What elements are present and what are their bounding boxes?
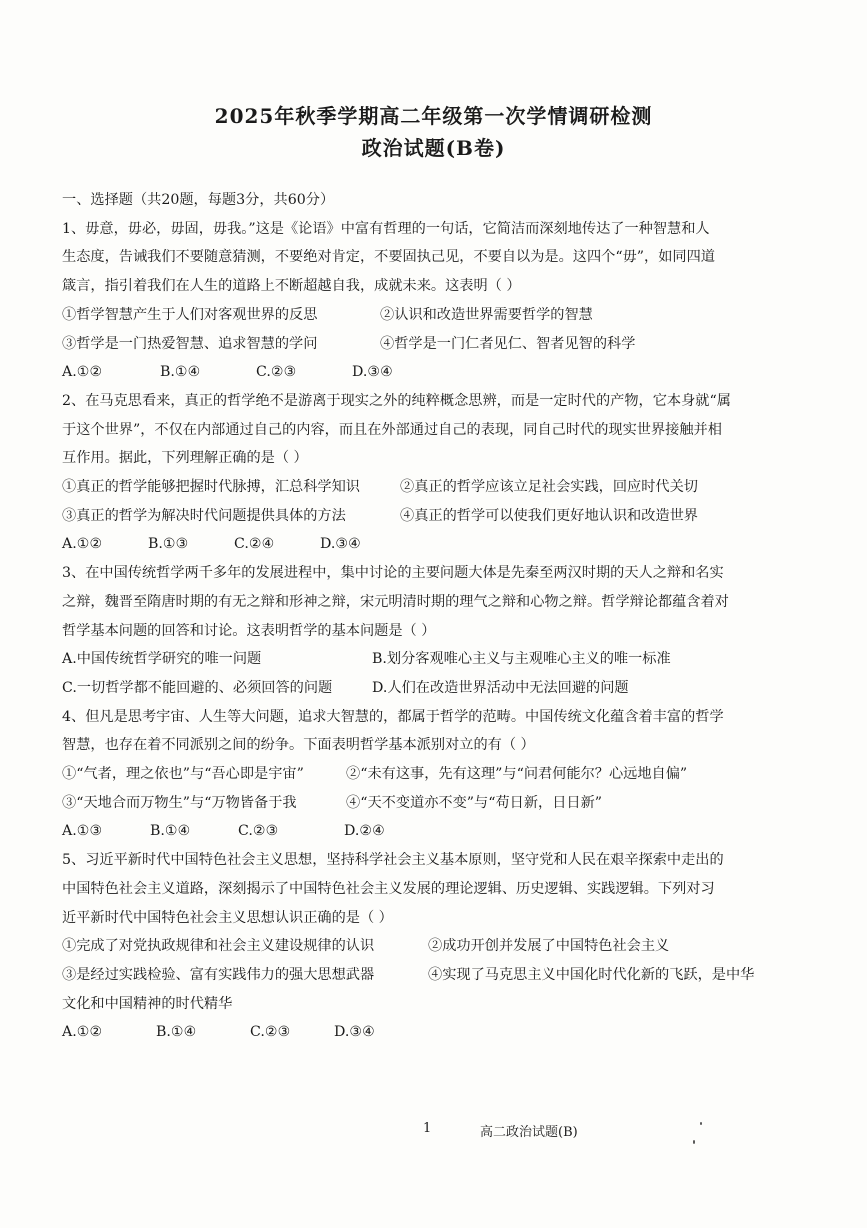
- question-4: [62, 703, 802, 847]
- footer-paper-name: 高二政治试题(B): [480, 1125, 578, 1140]
- question-stem-line: 智慧，也存在着不同派别之间的纷争。下面表明哲学基本派别对立的有（ ）: [62, 737, 535, 754]
- question-stem-line: 5、习近平新时代中国特色社会主义思想，坚持科学社会主义基本原则，坚守党和人民在艰辛探索中走出的: [62, 852, 724, 869]
- choice-b: B.①④: [160, 364, 201, 381]
- option-row: [62, 932, 802, 961]
- option-row: [62, 502, 802, 531]
- choices-row: [62, 530, 802, 559]
- question-2: [62, 387, 802, 559]
- choice-d: D.人们在改造世界活动中无法回避的问题: [372, 679, 629, 696]
- choice-c: C.②④: [234, 536, 275, 553]
- choice-a: A.①③: [62, 823, 103, 840]
- exam-title: 2025年秋季学期高二年级第一次学情调研检测: [214, 104, 653, 128]
- option-statement: ①哲学智慧产生于人们对客观世界的反思: [62, 306, 318, 323]
- question-stem-line: 2、在马克思看来，真正的哲学绝不是游离于现实之外的纯粹概念思辨，而是一定时代的产物，它本身就“属: [62, 392, 731, 409]
- choice-d: D.③④: [352, 364, 393, 381]
- choice-b: B.①③: [148, 536, 189, 553]
- option-row: [62, 760, 802, 789]
- option-continuation: 文化和中国精神的时代精华: [62, 995, 233, 1012]
- page-number: 1: [423, 1121, 432, 1136]
- choice-d: D.③④: [334, 1024, 375, 1041]
- option-statement: ②“未有这事，先有这理”与“问君何能尔？心远地自偏”: [346, 766, 688, 783]
- choices-row: [62, 817, 802, 846]
- choices-row: [62, 645, 802, 674]
- question-stem-line: 之辩，魏晋至隋唐时期的有无之辩和形神之辩，宋元明清时期的理气之辩和心物之辩。哲学辩论都蕴含着对: [62, 593, 729, 610]
- exam-content: [62, 186, 802, 1047]
- scan-speck: [700, 1122, 702, 1125]
- section-heading: 一、选择题（共20题，每题3分，共60分）: [62, 192, 335, 208]
- option-statement: ②真正的哲学应该立足社会实践，回应时代关切: [400, 479, 698, 496]
- choice-b: B.划分客观唯心主义与主观唯心主义的唯一标准: [372, 651, 671, 668]
- choice-c: C.一切哲学都不能回避的、必须回答的问题: [62, 679, 333, 696]
- option-statement: ④真正的哲学可以使我们更好地认识和改造世界: [400, 507, 698, 524]
- question-stem-line: 互作用。据此，下列理解正确的是（ ）: [62, 450, 308, 467]
- question-stem-line: 哲学基本问题的回答和讨论。这表明哲学的基本问题是（ ）: [62, 622, 436, 639]
- option-statement: ②成功开创并发展了中国特色社会主义: [428, 938, 670, 955]
- question-stem-line: 箴言，指引着我们在人生的道路上不断超越自我，成就未来。这表明（ ）: [62, 278, 521, 295]
- choice-c: C.②③: [250, 1024, 291, 1041]
- question-stem-line: 生态度，告诫我们不要随意猜测，不要绝对肯定，不要固执己见，不要自以为是。这四个“毋”，如同四道: [62, 249, 715, 266]
- option-statement: ①完成了对党执政规律和社会主义建设规律的认识: [62, 938, 375, 955]
- option-statement: ④哲学是一门仁者见仁、智者见智的科学: [380, 335, 636, 352]
- option-row: [62, 789, 802, 818]
- choices-row: [62, 358, 802, 387]
- option-statement: ④“天不变道亦不变”与“苟日新，日日新”: [346, 794, 603, 811]
- choice-a: A.①②: [62, 536, 103, 553]
- option-statement: ③“天地合而万物生”与“万物皆备于我: [62, 794, 297, 811]
- question-stem-line: 3、在中国传统哲学两千多年的发展进程中，集中讨论的主要问题大体是先秦至两汉时期的天人之辩和名实: [62, 565, 724, 582]
- question-stem-line: 4、但凡是思考宇宙、人生等大问题，追求大智慧的，都属于哲学的范畴。中国传统文化蕴含着丰富的哲学: [62, 708, 724, 725]
- option-statement: ③哲学是一门热爱智慧、追求智慧的学问: [62, 335, 318, 352]
- choice-d: D.③④: [320, 536, 361, 553]
- choice-c: C.②③: [256, 364, 297, 381]
- choice-a: A.①②: [62, 364, 103, 381]
- option-row: [62, 473, 802, 502]
- option-statement: ③真正的哲学为解决时代问题提供具体的方法: [62, 507, 346, 524]
- option-row: [62, 301, 802, 330]
- choice-a: A.①②: [62, 1024, 103, 1041]
- question-stem-line: 近平新时代中国特色社会主义思想认识正确的是（ ）: [62, 909, 393, 926]
- question-3: [62, 559, 802, 703]
- choices-row: [62, 674, 802, 703]
- option-statement: ①“气者，理之依也”与“吾心即是宇宙”: [62, 766, 304, 783]
- choice-b: B.①④: [156, 1024, 197, 1041]
- question-stem-line: 于这个世界”，不仅在内部通过自己的内容，而且在外部通过自己的表现，同自己时代的现实世界接触并相: [62, 421, 722, 438]
- choice-b: B.①④: [150, 823, 191, 840]
- exam-subtitle: 政治试题(B卷): [361, 136, 506, 160]
- question-5: [62, 846, 802, 1047]
- option-statement: ①真正的哲学能够把握时代脉搏，汇总科学知识: [62, 479, 360, 496]
- question-stem-line: 1、毋意，毋必，毋固，毋我。”这是《论语》中富有哲理的一句话，它简洁而深刻地传达了一种智慧和人: [62, 220, 710, 237]
- option-row: [62, 330, 802, 359]
- option-statement: ②认识和改造世界需要哲学的智慧: [380, 306, 593, 323]
- choice-c: C.②③: [238, 823, 279, 840]
- scan-speck: [693, 1140, 695, 1144]
- option-statement: ③是经过实践检验、富有实践伟力的强大思想武器: [62, 966, 375, 983]
- choices-row: [62, 1018, 802, 1047]
- choice-a: A.中国传统哲学研究的唯一问题: [62, 651, 262, 668]
- option-statement: ④实现了马克思主义中国化时代化新的飞跃，是中华: [428, 966, 755, 983]
- question-1: [62, 215, 802, 387]
- option-row: [62, 961, 802, 990]
- question-stem-line: 中国特色社会主义道路，深刻揭示了中国特色社会主义发展的理论逻辑、历史逻辑、实践逻辑。下列对习: [62, 880, 715, 897]
- choice-d: D.②④: [344, 823, 385, 840]
